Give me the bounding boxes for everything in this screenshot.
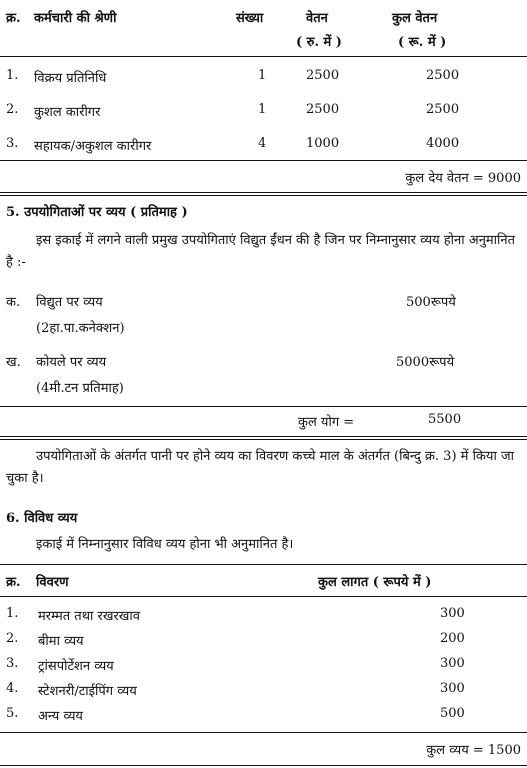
header-cost: कुल लागत ( रूपये में ) (318, 575, 432, 590)
row-cost: 300 (440, 681, 465, 696)
paragraph: इस इकाई में लगने वाली प्रमुख उपयोगिताएं विद्युत ईंधन की है जिन पर निम्नानुसार व्यय होना अनुमानित है :- (6, 233, 516, 270)
section-divider (0, 192, 527, 196)
header-desc: विवरण (36, 575, 69, 590)
row-cost: 200 (440, 631, 465, 646)
item-name: कोयले पर व्यय (36, 355, 107, 370)
header-total-unit: ( रू. में ) (398, 35, 447, 50)
row-sr: 4. (6, 681, 19, 696)
total-label: कुल योग = (298, 415, 355, 430)
divider (0, 406, 527, 407)
paragraph: इकाई में निम्नानुसार विविध व्यय होना भी अनुमानित है। (36, 537, 294, 552)
row-count: 1 (258, 68, 267, 83)
row-sr: 3. (6, 136, 19, 151)
row-count: 4 (258, 136, 267, 151)
row-desc: स्टेशनरी/टाईपिंग व्यय (38, 684, 137, 699)
row-category: विक्रय प्रतिनिधि (34, 71, 107, 86)
divider (0, 564, 527, 565)
row-desc: ट्रांसपोर्टेशन व्यय (38, 659, 114, 674)
row-category: कुशल कारीगर (34, 105, 101, 120)
row-salary: 2500 (306, 102, 340, 117)
header-total: कुल वेतन (392, 11, 438, 26)
row-desc: अन्य व्यय (38, 709, 83, 724)
item-detail: (4मी.टन प्रतिमाह) (36, 381, 124, 396)
divider (0, 732, 527, 733)
divider (0, 56, 527, 57)
section-divider (0, 436, 527, 440)
row-desc: बीमा व्यय (38, 634, 84, 649)
row-total: 2500 (426, 68, 460, 83)
item-detail: (2हा.पा.कनेक्शन) (36, 321, 125, 336)
section-heading: 6. विविध व्यय (6, 511, 78, 526)
header-category: कर्मचारी की श्रेणी (34, 11, 117, 26)
row-total: 2500 (426, 102, 460, 117)
item-amount: 500रूपये (406, 295, 456, 310)
row-category: सहायक/अकुशल कारीगर (34, 139, 152, 154)
section-heading: 5. उपयोगिताओं पर व्यय ( प्रतिमाह ) (6, 205, 188, 220)
item-amount: 5000रूपये (396, 355, 455, 370)
row-salary: 2500 (306, 68, 340, 83)
divider (0, 596, 527, 597)
row-sr: 3. (6, 656, 19, 671)
header-salary: वेतन (306, 11, 328, 26)
item-name: विद्युत पर व्यय (36, 295, 103, 310)
row-sr: 5. (6, 706, 19, 721)
row-salary: 1000 (306, 136, 340, 151)
header-count: संख्या (236, 11, 264, 26)
salary-total: कुल देय वेतन = 9000 (405, 171, 521, 186)
paragraph: उपयोगिताओं के अंतर्गत पानी पर होने व्यय का विवरण कच्चे माल के अंतर्गत (बिन्दु क्र. 3) में किया जा चुका है। (6, 449, 514, 486)
row-cost: 300 (440, 606, 465, 621)
header-salary-unit: ( रु. में ) (296, 35, 342, 50)
item-label: ख. (6, 355, 21, 370)
divider (0, 160, 527, 161)
row-sr: 2. (6, 102, 19, 117)
row-sr: 2. (6, 631, 19, 646)
row-sr: 1. (6, 68, 19, 83)
row-sr: 1. (6, 606, 19, 621)
row-cost: 500 (440, 706, 465, 721)
total-value: 5500 (428, 412, 462, 427)
misc-total: कुल व्यय = 1500 (426, 743, 521, 758)
item-label: क. (6, 295, 21, 310)
row-cost: 300 (440, 656, 465, 671)
row-desc: मरम्मत तथा रखरखाव (38, 609, 141, 624)
header-sr: क्र. (6, 575, 21, 590)
divider (0, 765, 527, 766)
row-count: 1 (258, 102, 267, 117)
row-total: 4000 (426, 136, 460, 151)
header-sr: क्र. (6, 11, 21, 26)
